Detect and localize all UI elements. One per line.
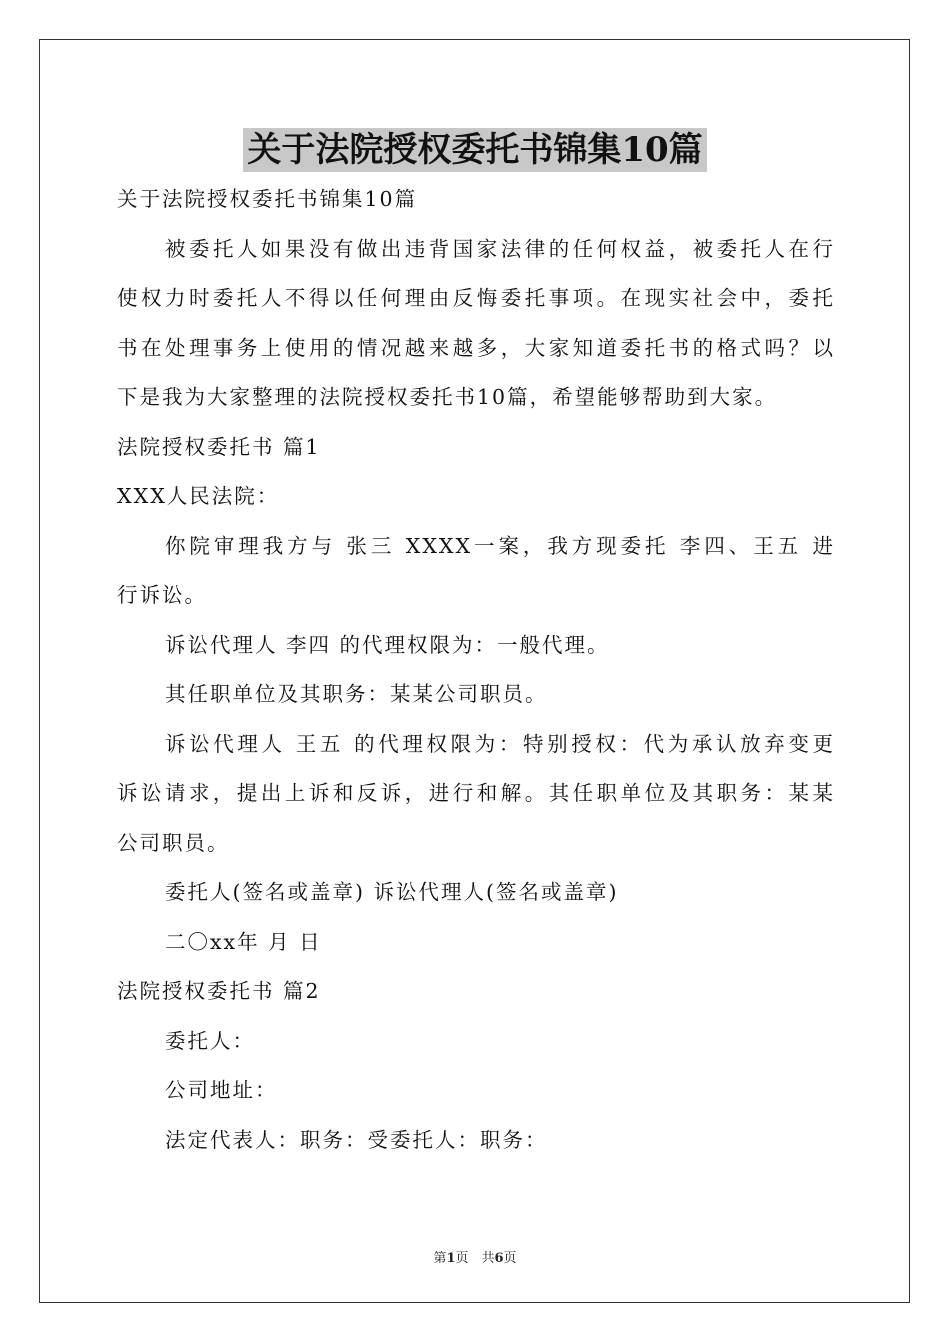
form-field-label: 法定代表人：职务：受委托人：职务： <box>165 1127 548 1152</box>
form-field-label: 公司地址： <box>165 1078 278 1102</box>
addressee: XXX人民法院： <box>117 484 280 508</box>
body-line: 关于法院授权委托书锦集10篇 <box>117 187 418 211</box>
footer-mid: 页 共 <box>455 1251 495 1266</box>
body-line: 你院审理我方与 张三 XXXX一案，我方现委托 李四、王五 进 <box>165 533 835 558</box>
body-line: 诉讼代理人 李四 的代理权限为：一般代理。 <box>165 632 610 657</box>
document-title: 关于法院授权委托书锦集10篇 <box>243 128 706 172</box>
body-line: 行诉讼。 <box>117 583 207 607</box>
body-line: 其任职单位及其职务：某某公司职员。 <box>165 682 548 706</box>
section-heading: 法院授权委托书 篇1 <box>117 434 321 459</box>
form-field-label: 委托人： <box>165 1028 255 1053</box>
date-line: 二〇xx年 月 日 <box>165 929 322 954</box>
title-wrapper <box>0 128 950 172</box>
body-line: 书在处理事务上使用的情况越来越多，大家知道委托书的格式吗？以 <box>117 335 835 360</box>
signature-line: 委托人(签名或盖章) 诉讼代理人(签名或盖章) <box>165 880 619 904</box>
body-line: 下是我为大家整理的法院授权委托书10篇，希望能够帮助到大家。 <box>117 385 778 409</box>
body-line: 使权力时委托人不得以任何理由反悔委托事项。在现实社会中，委托 <box>117 286 835 310</box>
section-heading: 法院授权委托书 篇2 <box>117 979 321 1003</box>
body-line: 被委托人如果没有做出违背国家法律的任何权益，被委托人在行 <box>165 236 835 261</box>
total-page-count: 6 <box>494 1251 504 1266</box>
body-line: 诉讼代理人 王五 的代理权限为：特别授权：代为承认放弃变更 <box>165 731 835 756</box>
body-line: 公司职员。 <box>117 830 230 855</box>
body-line: 诉讼请求，提出上诉和反诉，进行和解。其任职单位及其职务：某某 <box>117 781 835 805</box>
current-page-number: 1 <box>446 1251 456 1266</box>
footer-prefix: 第 <box>433 1251 447 1266</box>
document-body <box>117 175 835 1165</box>
page-footer <box>0 1247 950 1266</box>
footer-suffix: 页 <box>503 1251 517 1266</box>
